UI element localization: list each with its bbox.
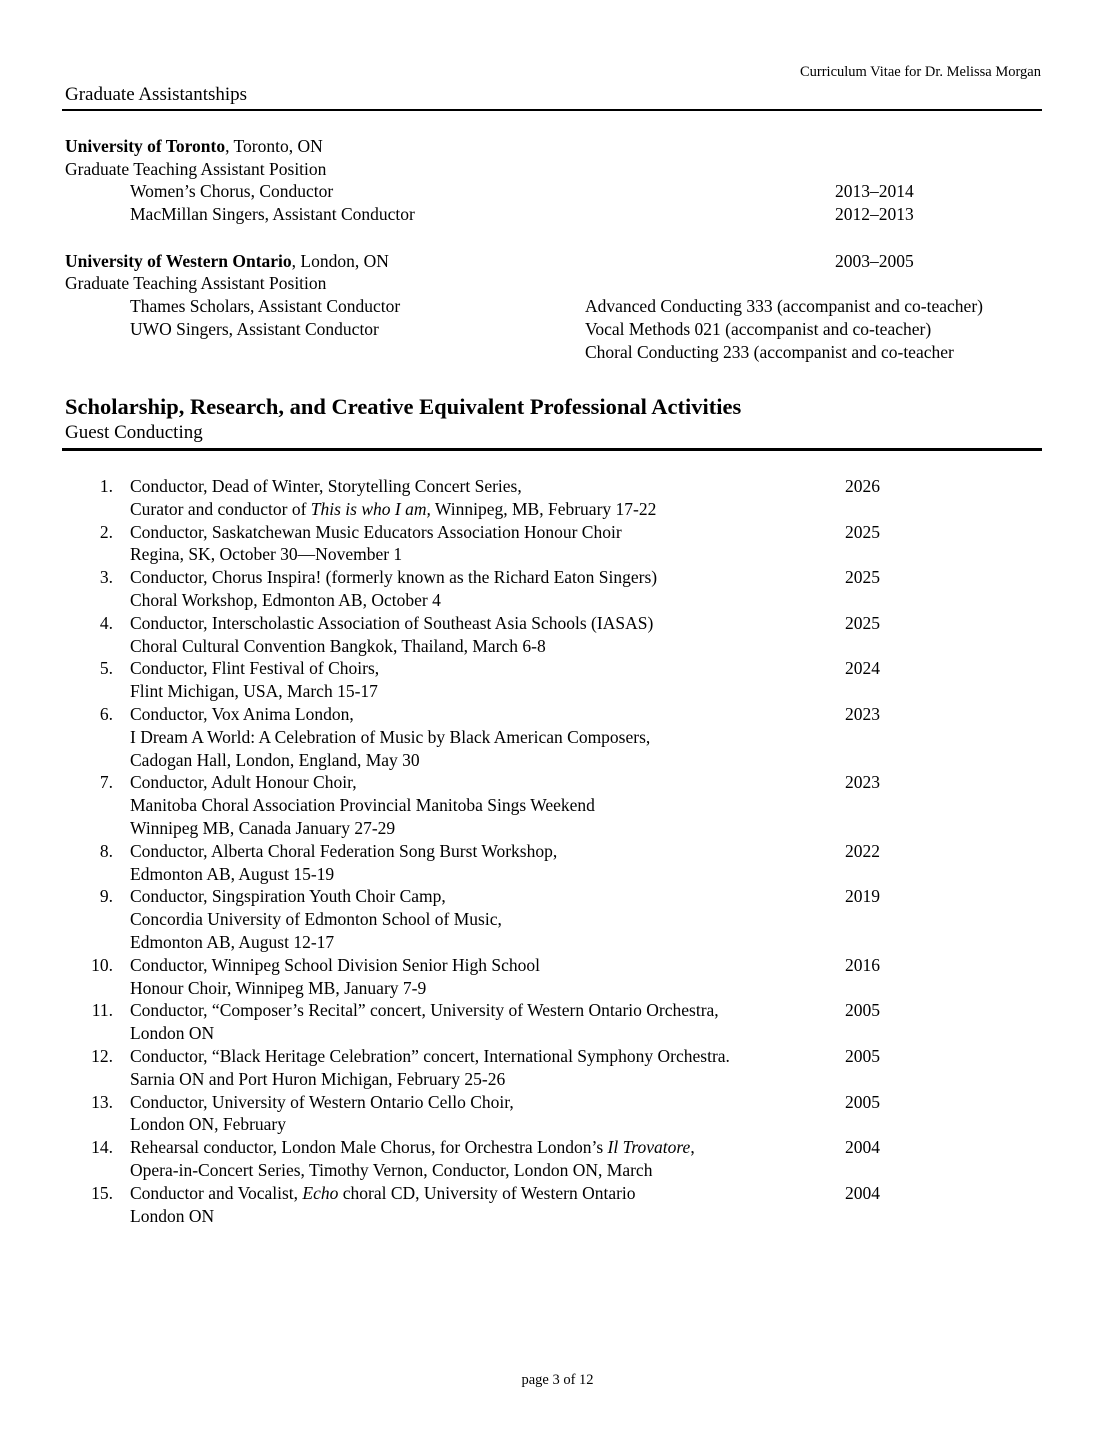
entry-text: Conductor, Winnipeg School Division Senior High School bbox=[130, 954, 540, 975]
course-item: Advanced Conducting 333 (accompanist and co-teacher) bbox=[585, 296, 983, 316]
entry-text: Conductor, “Black Heritage Celebration” concert, International Symphony Orchestra. bbox=[130, 1046, 730, 1066]
entry-text: Manitoba Choral Association Provincial Manitoba Sings Weekend bbox=[130, 795, 595, 816]
entry-line bbox=[130, 522, 622, 543]
running-header: Curriculum Vitae for Dr. Melissa Morgan bbox=[799, 64, 1041, 80]
entry-line bbox=[130, 818, 395, 839]
entry-line bbox=[130, 544, 402, 565]
entry-year: 2025 bbox=[845, 612, 880, 633]
entry-line bbox=[130, 590, 441, 611]
entry-number: 4. bbox=[99, 612, 113, 633]
entry-text: Conductor, Singspiration Youth Choir Camp, bbox=[130, 886, 446, 907]
entry-line bbox=[130, 1183, 636, 1204]
entry-line bbox=[130, 886, 446, 907]
entry-number: 11. bbox=[91, 1000, 113, 1021]
role-item: UWO Singers, Assistant Conductor bbox=[130, 319, 379, 339]
section-title: Scholarship, Research, and Creative Equivalent Professional Activities bbox=[65, 394, 742, 419]
entry-text: Conductor, “Composer’s Recital” concert, University of Western Ontario Orchestra, bbox=[130, 1000, 719, 1021]
section-subtitle: Guest Conducting bbox=[65, 422, 203, 443]
institution-line bbox=[65, 136, 323, 157]
entry-text: Regina, SK, October 30—November 1 bbox=[130, 544, 403, 565]
entry-line bbox=[130, 978, 426, 999]
institution-location: , Toronto, ON bbox=[225, 136, 323, 156]
entry-text: Conductor, Alberta Choral Federation Song Burst Workshop, bbox=[130, 840, 558, 861]
entry-number: 7. bbox=[99, 772, 113, 793]
entry-year: 2004 bbox=[845, 1137, 880, 1158]
entry-line bbox=[130, 864, 334, 885]
entry-text: Conductor, Interscholastic Association of Southeast Asia Schools (IASAS) bbox=[130, 612, 654, 633]
entry-line bbox=[130, 1069, 505, 1090]
entry-text: Opera-in-Concert Series, Timothy Vernon, Conductor, London ON, March bbox=[130, 1160, 653, 1180]
entry-text: Conductor, Saskatchewan Music Educators Association Honour Choir bbox=[130, 521, 622, 542]
italic-title: Echo bbox=[302, 1182, 339, 1203]
entry-text: Winnipeg, MB, February 17-22 bbox=[430, 498, 657, 519]
entry-number: 3. bbox=[99, 567, 113, 588]
entry-text: Sarnia ON and Port Huron Michigan, February 25-26 bbox=[130, 1068, 506, 1089]
role-years: 2013–2014 bbox=[835, 181, 914, 201]
entry-text: Conductor, Adult Honour Choir, bbox=[130, 772, 357, 793]
entry-year: 2023 bbox=[845, 704, 880, 724]
entry-text: Conductor, Dead of Winter, Storytelling Concert Series, bbox=[130, 476, 522, 496]
entry-number: 8. bbox=[99, 840, 113, 861]
entry-line bbox=[130, 499, 656, 520]
header-rule bbox=[62, 109, 1042, 111]
entry-number: 14. bbox=[91, 1137, 113, 1158]
entry-text: Conductor, Vox Anima London, bbox=[130, 704, 354, 724]
entry-year: 2016 bbox=[845, 954, 880, 975]
italic-title: Il Trovatore bbox=[607, 1137, 691, 1158]
role-item: MacMillan Singers, Assistant Conductor bbox=[130, 204, 415, 224]
entry-text: choral CD, University of Western Ontario bbox=[338, 1182, 636, 1203]
entry-text: Honour Choir, Winnipeg MB, January 7-9 bbox=[130, 977, 427, 998]
entry-number: 10. bbox=[91, 954, 113, 975]
institution-location: , London, ON bbox=[291, 251, 389, 271]
entry-text: Curator and conductor of bbox=[130, 498, 311, 519]
entry-text: London ON, February bbox=[130, 1114, 287, 1135]
entry-number: 12. bbox=[91, 1046, 113, 1066]
entry-number: 6. bbox=[99, 704, 113, 724]
entry-text: Conductor and Vocalist, bbox=[130, 1182, 303, 1203]
entry-text: Edmonton AB, August 12-17 bbox=[130, 932, 335, 952]
entry-text: Conductor, Chorus Inspira! (formerly known as the Richard Eaton Singers) bbox=[130, 567, 658, 588]
section-rule bbox=[62, 448, 1042, 451]
institution-years: 2003–2005 bbox=[835, 251, 914, 271]
entry-number: 1. bbox=[99, 476, 113, 496]
entry-line bbox=[130, 613, 653, 634]
entry-line bbox=[130, 1046, 730, 1067]
entry-line bbox=[130, 955, 540, 976]
entry-line bbox=[130, 909, 502, 930]
institution-name: University of Toronto bbox=[65, 136, 226, 156]
entry-year: 2005 bbox=[845, 1046, 880, 1066]
entry-number: 5. bbox=[99, 658, 113, 679]
entry-line bbox=[130, 704, 354, 725]
position-title: Graduate Teaching Assistant Position bbox=[65, 273, 327, 293]
position-title: Graduate Teaching Assistant Position bbox=[65, 159, 327, 179]
entry-line bbox=[130, 932, 334, 953]
entry-line bbox=[130, 795, 595, 816]
entry-number: 15. bbox=[91, 1182, 113, 1203]
entry-year: 2022 bbox=[845, 840, 880, 861]
entry-number: 13. bbox=[91, 1091, 113, 1112]
entry-line bbox=[130, 772, 357, 793]
entry-line bbox=[130, 841, 557, 862]
section-label: Graduate Assistantships bbox=[65, 84, 248, 105]
page-number: page 3 of 12 bbox=[521, 1372, 594, 1388]
entry-line bbox=[130, 1092, 514, 1113]
entry-line bbox=[130, 1023, 214, 1044]
entry-line bbox=[130, 1160, 652, 1181]
role-item: Thames Scholars, Assistant Conductor bbox=[130, 296, 401, 316]
entry-line bbox=[130, 636, 546, 657]
entry-line bbox=[130, 567, 657, 588]
entry-text: London ON bbox=[130, 1205, 215, 1226]
entry-text: Cadogan Hall, London, England, May 30 bbox=[130, 749, 420, 770]
entry-line bbox=[130, 1206, 214, 1227]
entry-line bbox=[130, 681, 378, 702]
entry-line bbox=[130, 1137, 695, 1158]
entry-text: Choral Cultural Convention Bangkok, Thailand, March 6-8 bbox=[130, 635, 546, 656]
entry-line bbox=[130, 1000, 719, 1021]
course-item: Vocal Methods 021 (accompanist and co-teacher) bbox=[585, 319, 932, 339]
institution-line bbox=[65, 251, 389, 272]
entry-line bbox=[130, 750, 420, 771]
entry-text: , bbox=[690, 1137, 695, 1158]
entry-year: 2025 bbox=[845, 567, 880, 588]
entry-year: 2023 bbox=[845, 772, 880, 793]
entry-text: Concordia University of Edmonton School of Music, bbox=[130, 909, 502, 930]
entry-line bbox=[130, 1114, 286, 1135]
entry-year: 2005 bbox=[845, 1000, 880, 1021]
entry-text: Conductor, University of Western Ontario Cello Choir, bbox=[130, 1091, 514, 1112]
entry-number: 9. bbox=[99, 886, 113, 907]
entry-year: 2019 bbox=[845, 886, 880, 907]
entry-year: 2026 bbox=[845, 476, 880, 496]
entry-text: London ON bbox=[130, 1023, 215, 1044]
entry-text: I Dream A World: A Celebration of Music by Black American Composers, bbox=[130, 726, 651, 747]
entry-year: 2025 bbox=[845, 521, 880, 542]
entry-line bbox=[130, 727, 650, 748]
entry-text: Flint Michigan, USA, March 15-17 bbox=[130, 681, 378, 702]
entry-year: 2024 bbox=[845, 658, 880, 679]
entry-line bbox=[130, 658, 379, 679]
italic-title: This is who I am, bbox=[310, 498, 431, 519]
entry-year: 2005 bbox=[845, 1091, 880, 1112]
entry-text: Choral Workshop, Edmonton AB, October 4 bbox=[130, 590, 441, 610]
entry-text: Winnipeg MB, Canada January 27-29 bbox=[130, 818, 396, 838]
course-item: Choral Conducting 233 (accompanist and co-teacher bbox=[585, 342, 954, 362]
entry-text: Edmonton AB, August 15-19 bbox=[130, 863, 335, 884]
entry-year: 2004 bbox=[845, 1182, 880, 1203]
entry-text: Conductor, Flint Festival of Choirs, bbox=[130, 658, 380, 679]
entry-number: 2. bbox=[99, 521, 113, 542]
role-item: Women’s Chorus, Conductor bbox=[130, 181, 334, 201]
entry-line bbox=[130, 476, 522, 497]
entry-text: Rehearsal conductor, London Male Chorus, for Orchestra London’s bbox=[130, 1137, 608, 1158]
role-years: 2012–2013 bbox=[835, 204, 914, 224]
institution-name: University of Western Ontario bbox=[65, 251, 292, 271]
